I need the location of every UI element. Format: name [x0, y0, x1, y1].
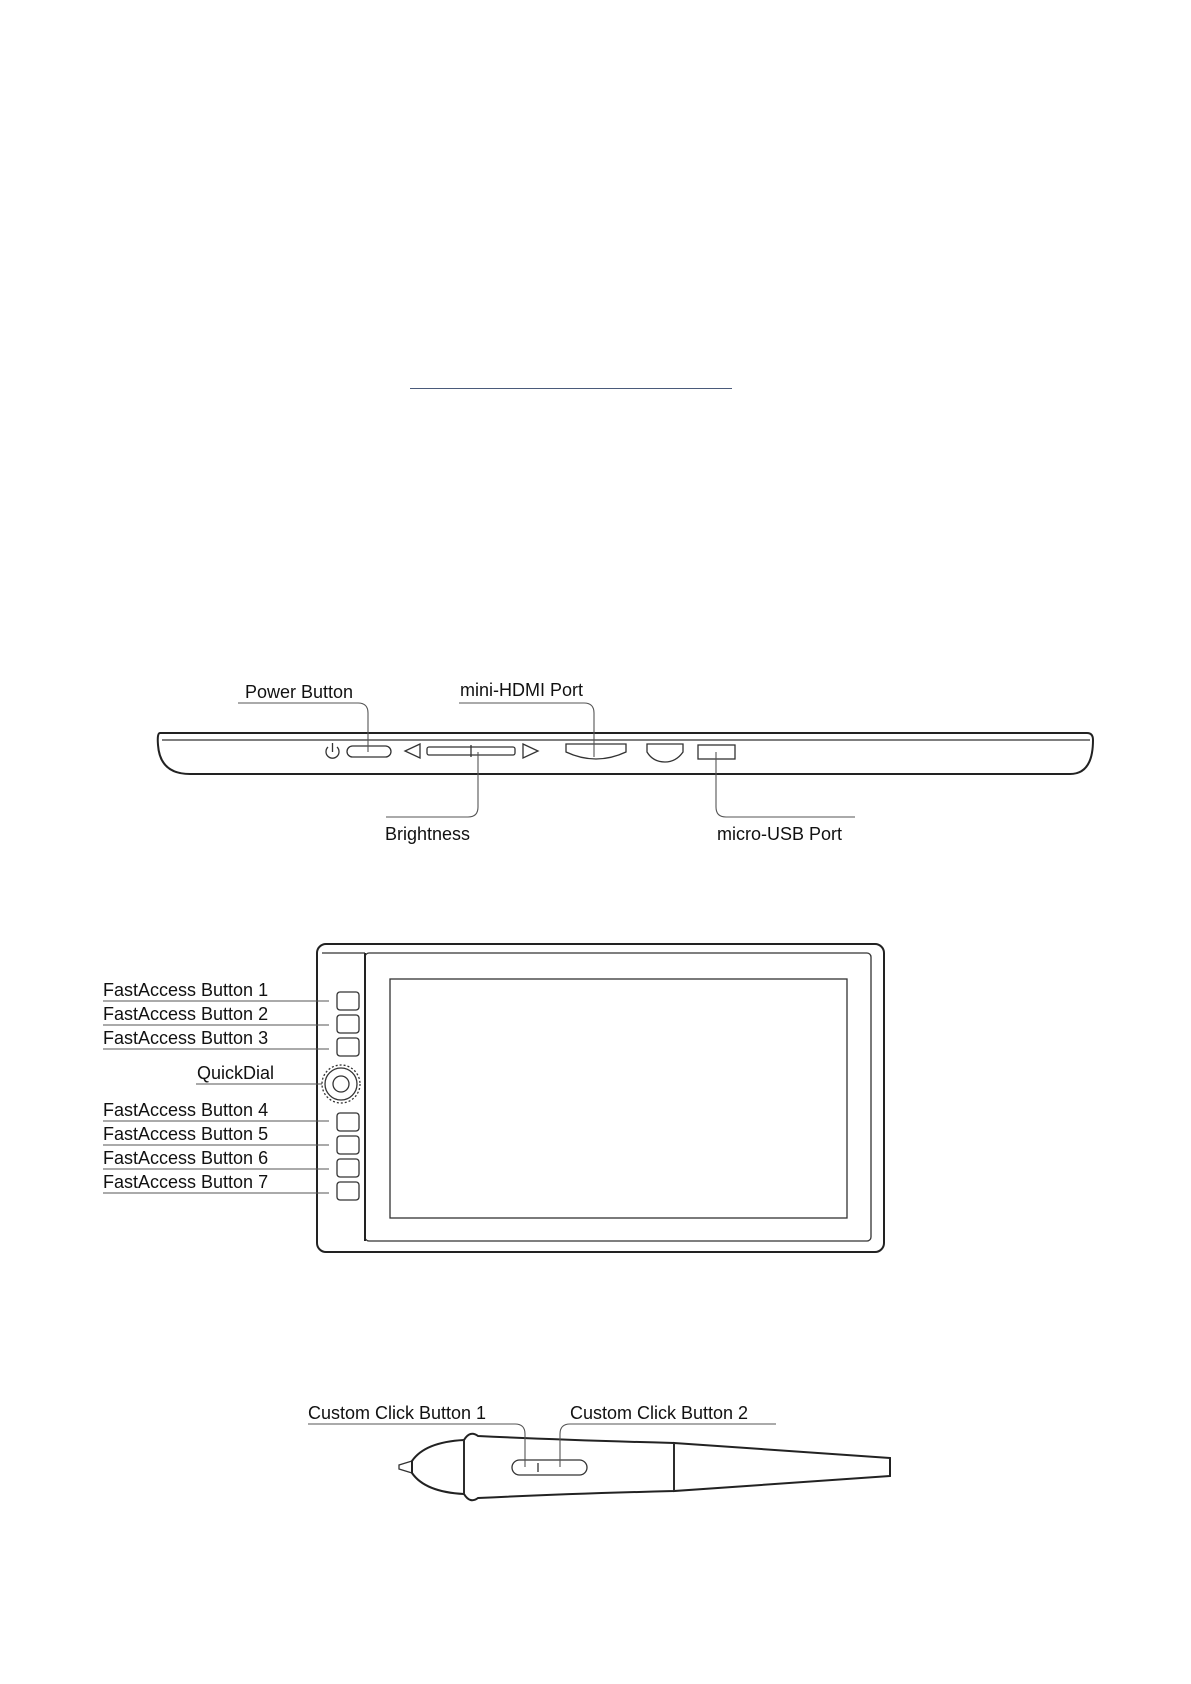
fastaccess-4-label: FastAccess Button 4 — [103, 1100, 269, 1120]
mini-hdmi-port — [566, 744, 626, 759]
fastaccess-3-label: FastAccess Button 3 — [103, 1028, 269, 1048]
fastaccess-button-7[interactable] — [337, 1182, 359, 1200]
brightness-decrease-icon[interactable] — [405, 744, 420, 758]
custom-click-1-label: Custom Click Button 1 — [308, 1403, 487, 1423]
custom-click-rocker[interactable] — [512, 1460, 587, 1475]
fastaccess-button-2[interactable] — [337, 1015, 359, 1033]
pen-barrel — [674, 1443, 890, 1491]
secondary-port — [647, 744, 683, 762]
fastaccess-button-6[interactable] — [337, 1159, 359, 1177]
custom-click-2-label: Custom Click Button 2 — [570, 1403, 749, 1423]
custom-click-2-leader — [560, 1424, 776, 1467]
micro-usb-leader — [716, 752, 855, 817]
fastaccess-2-label: FastAccess Button 2 — [103, 1004, 269, 1024]
power-icon — [326, 743, 339, 758]
pen-nose — [412, 1440, 464, 1494]
fastaccess-1-label: FastAccess Button 1 — [103, 980, 269, 1000]
quickdial-label: QuickDial — [197, 1063, 275, 1083]
tablet-front-bezel — [365, 953, 871, 1241]
brightness-label: Brightness — [385, 824, 471, 844]
power-button-label: Power Button — [245, 682, 354, 702]
power-button-leader — [238, 703, 368, 752]
micro-usb-label: micro-USB Port — [717, 824, 843, 844]
custom-click-1-leader — [308, 1424, 525, 1467]
fastaccess-6-label: FastAccess Button 6 — [103, 1148, 269, 1168]
display-area — [390, 979, 847, 1218]
side-view-diagram — [158, 680, 1093, 844]
fastaccess-5-label: FastAccess Button 5 — [103, 1124, 269, 1144]
pen-grip — [464, 1434, 674, 1501]
power-button[interactable] — [347, 746, 391, 757]
front-view-diagram — [103, 944, 884, 1252]
fastaccess-7-label: FastAccess Button 7 — [103, 1172, 269, 1192]
pen-diagram — [308, 1403, 890, 1500]
tablet-front-outer — [317, 944, 884, 1252]
fastaccess-button-1[interactable] — [337, 992, 359, 1010]
fastaccess-button-3[interactable] — [337, 1038, 359, 1056]
brightness-leader — [386, 752, 478, 817]
mini-hdmi-leader — [459, 703, 594, 757]
fastaccess-button-5[interactable] — [337, 1136, 359, 1154]
tablet-side-body — [158, 733, 1093, 774]
quickdial[interactable] — [322, 1065, 360, 1103]
brightness-increase-icon[interactable] — [523, 744, 538, 758]
fastaccess-button-4[interactable] — [337, 1113, 359, 1131]
pen-tip — [399, 1461, 412, 1473]
mini-hdmi-label: mini-HDMI Port — [460, 680, 584, 700]
